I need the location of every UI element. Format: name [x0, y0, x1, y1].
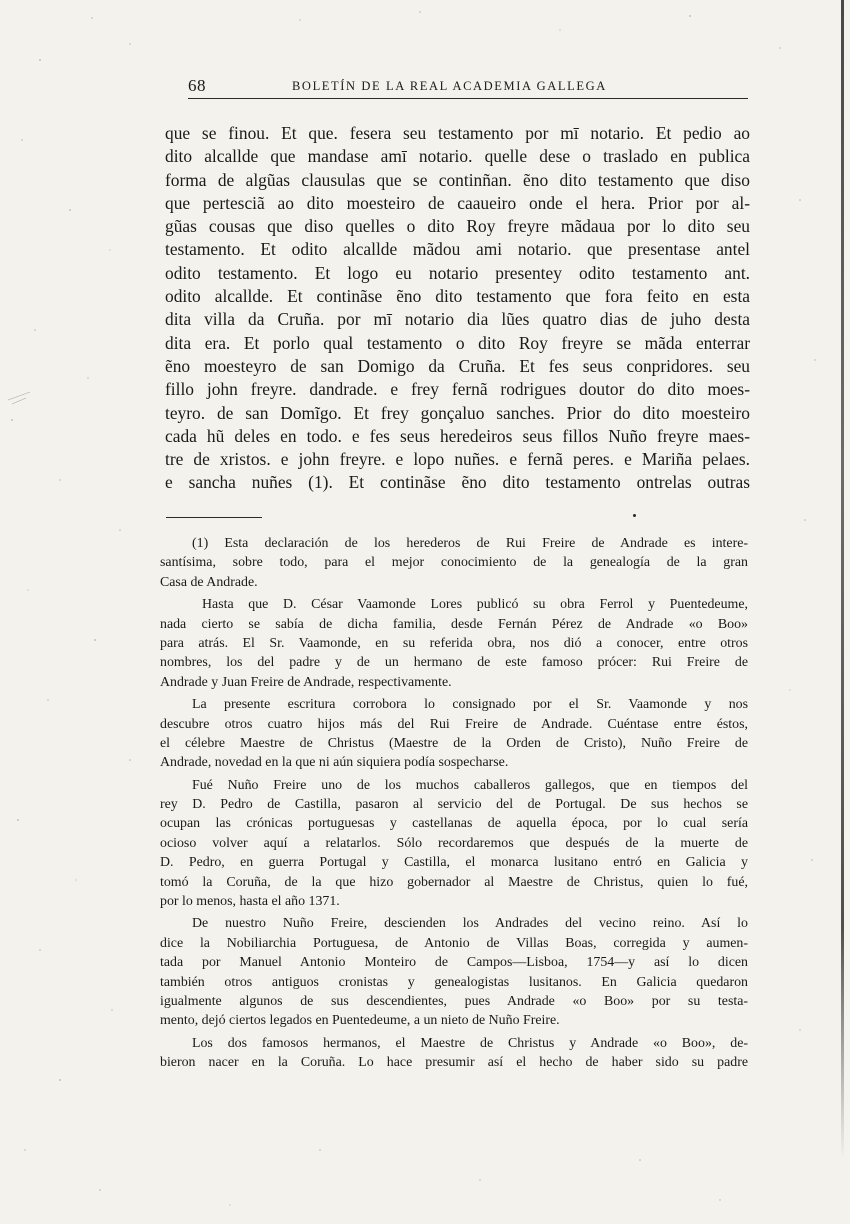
footnote-line: mento, dejó ciertos legados en Puentedeume, a un nieto de Nuño Freire.	[160, 1013, 560, 1029]
journal-title: BOLETÍN DE LA REAL ACADEMIA GALLEGA	[292, 79, 607, 93]
footnote-line: La presente escritura corrobora lo consignado por el Sr. Vaamonde y nos	[192, 697, 748, 713]
footnote-line: por lo menos, hasta el año 1371.	[160, 894, 340, 910]
body-line: forma de algũas clausulas que se continñan. ẽno dito testamento que diso	[165, 169, 750, 190]
footnote-paragraph	[160, 1034, 748, 1073]
footnote-line: nada cierto se sabía de dicha familia, desde Fernán Pérez de Andrade «o Boo»	[160, 616, 748, 632]
body-line: ẽno moesteyro de san Domigo da Cruña. Et fes seus conpridores. seu	[165, 355, 750, 376]
footnote-line: Fué Nuño Freire uno de los muchos caballeros gallegos, que en tiempos del	[192, 777, 748, 793]
body-line: fillo john freyre. dandrade. e frey fernã rodrigues doutor do dito moes-	[165, 379, 750, 400]
footnote-line: tada por Manuel Antonio Monteiro de Campos—Lisboa, 1754—y así lo dicen	[160, 955, 748, 971]
body-line: e sancha nuñes (1). Et continãse ẽno dito testamento ontrelas outras	[165, 472, 750, 493]
footnote-line: Casa de Andrade.	[160, 574, 258, 590]
footnote-line: descubre otros cuatro hijos más del Rui Freire de Andrade. Cuéntase entre éstos,	[160, 716, 748, 732]
footnote-paragraph	[160, 776, 748, 912]
body-line: teyro. de san Domĩgo. Et frey gonçaluo sanches. Prior do dito moesteiro	[165, 402, 750, 423]
footnote-line: igualmente algunos de sus descendientes, pues Andrade «o Boo» por su testa-	[160, 993, 748, 1009]
footnote-line: bieron nacer en la Coruña. Lo hace presumir así el hecho de haber sido su padre	[160, 1055, 748, 1071]
footnote-line: Andrade, novedad en la que ni aún siquiera podía sospecharse.	[160, 755, 509, 771]
footnote-line: ocioso volver aquí a relatarlos. Sólo recordaremos que después de la muerte de	[160, 835, 748, 851]
body-line: cada hũ deles en todo. e fes seus heredeiros seus fillos Nuño freyre maes-	[165, 425, 750, 446]
body-line: odito alcallde. Et continãse ẽno dito testamento que fora feito en esta	[165, 286, 750, 307]
scan-edge-shadow	[841, 0, 844, 1160]
footnote-line: ocupan las crónicas portuguesas y castellanas de aquella época, por lo cual sería	[160, 816, 748, 832]
footnote-line: tomó la Coruña, de la que hizo gobernador al Maestre de Christus, quien lo fué,	[160, 874, 748, 890]
body-line: gũas cousas que diso quelles o dito Roy freyre mãdaua por lo dito seu	[165, 216, 750, 237]
footnote-line: santísima, sobre todo, para el mejor conocimiento de la genealogía de la gran	[160, 555, 748, 571]
footnote-paragraph	[160, 914, 748, 1030]
footnote-line: De nuestro Nuño Freire, descienden los Andrades del vecino reino. Así lo	[192, 916, 748, 932]
running-header	[188, 76, 748, 99]
footnote-line: para atrás. El Sr. Vaamonde, en su referida obra, nos dió a conocer, entre otros	[160, 635, 748, 651]
body-line: dita villa da Cruña. por mī notario dia lũes quatro dias de juho desta	[165, 309, 750, 330]
footnote-line: D. Pedro, en guerra Portugal y Castilla, el monarca lusitano entró en Galicia y	[160, 855, 748, 871]
footnote-line: rey D. Pedro de Castilla, pasaron al servicio del de Portugal. De sus hechos se	[160, 797, 748, 813]
footnote-line: Andrade y Juan Freire de Andrade, respectivamente.	[160, 674, 452, 690]
footnote-line: nombres, los del padre y de un hermano de este famoso prócer: Rui Freire de	[160, 655, 748, 671]
body-line: odito testamento. Et logo eu notario presentey odito testamento ant.	[165, 262, 750, 283]
footnote-line: dice la Nobiliarchia Portuguesa, de Antonio de Villas Boas, corregida y aumen-	[160, 935, 748, 951]
body-line: que pertesciã ao dito moesteiro de caaueiro onde el hera. Prior por al-	[165, 192, 750, 213]
footnote-divider	[166, 517, 262, 518]
footnote-line: Hasta que D. César Vaamonde Lores publicó su obra Ferrol y Puentedeume,	[202, 597, 748, 613]
ink-dot	[633, 514, 636, 517]
body-line: dito alcallde que mandase amī notario. quelle dese o traslado en publica	[165, 146, 750, 167]
footnote-paragraph	[160, 595, 748, 692]
body-text	[165, 122, 750, 495]
body-line: testamento. Et odito alcallde mãdou ami notario. que presentase antel	[165, 239, 750, 260]
footnote-paragraph	[160, 534, 748, 592]
body-line: que se finou. Et que. fesera seu testamento por mī notario. Et pedio ao	[165, 123, 750, 143]
footnote-line: Los dos famosos hermanos, el Maestre de Christus y Andrade «o Boo», de-	[192, 1035, 748, 1051]
footnotes	[160, 534, 748, 1073]
footnote-line: (1) Esta declaración de los herederos de Rui Freire de Andrade es intere-	[192, 536, 748, 551]
footnote-paragraph	[160, 695, 748, 773]
body-line: dita era. Et porlo qual testamento o dito Roy freyre se mãda enterrar	[165, 332, 750, 353]
footnote-line: el célebre Maestre de Christus (Maestre de la Orden de Cristo), Nuño Freire de	[160, 735, 748, 751]
page-number: 68	[188, 76, 206, 95]
footnote-line: también otros antiguos cronistas y genealogistas lusitanos. En Galicia quedaron	[160, 974, 748, 990]
body-line: tre de xristos. e john freyre. e lopo nuñes. e fernã peres. e Mariña pelaes.	[165, 449, 750, 470]
